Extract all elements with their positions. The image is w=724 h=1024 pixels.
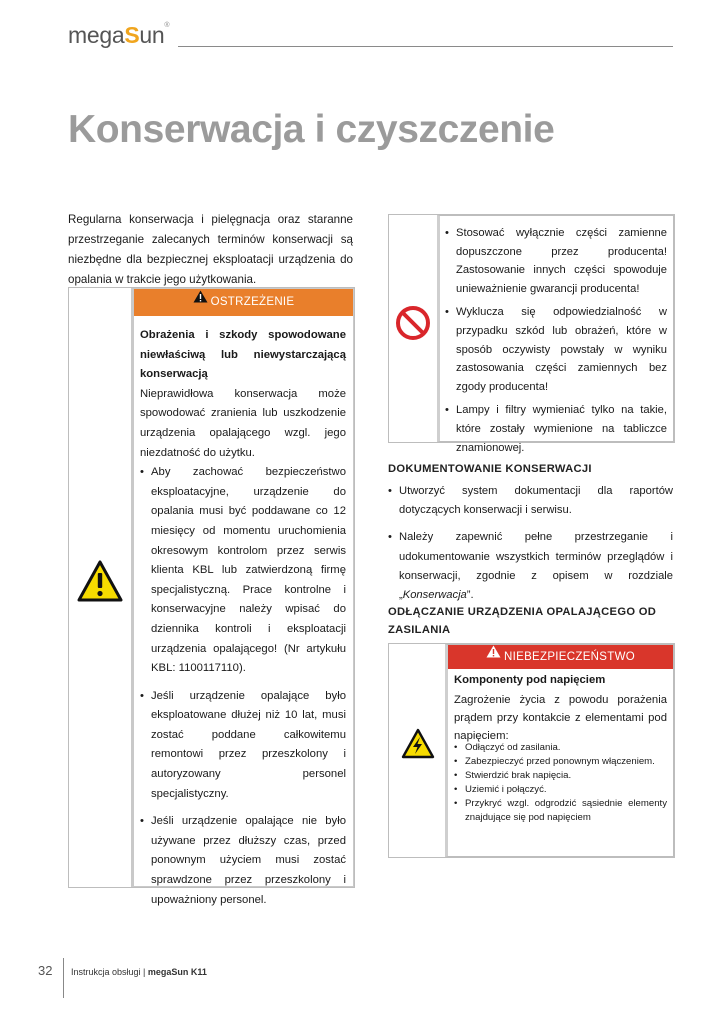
logo-text: mega — [68, 22, 125, 48]
footer-text — [71, 967, 207, 977]
intro-paragraph: Regularna konserwacja i pielęgnacja oraz staranne przestrzeganie zalecanych terminów konserwacji są niezbędne dla bezpiecznej eksploatacji urządzenia do opalania w trakcie jego użytkowania. — [68, 213, 353, 286]
brand-logo — [68, 22, 169, 49]
logo-accent: S — [124, 22, 140, 48]
danger-box — [388, 643, 675, 858]
list-item: • Zabezpieczyć przed ponownym włączeniem. — [454, 755, 667, 769]
list-item: • Uziemić i połączyć. — [454, 783, 667, 797]
list-item: • Stwierdzić brak napięcia. — [454, 769, 667, 783]
page-number: 32 — [38, 963, 53, 978]
footer-label: Instrukcja obsługi | — [71, 967, 148, 977]
warning-header-label: OSTRZEŻENIE — [210, 296, 295, 308]
list-item: • Lampy i filtry wymieniać tylko na takie, które zostały wymienione na tabliczce znamionowej. — [445, 401, 667, 457]
chapter-reference: Konserwacja — [402, 589, 467, 602]
prohibition-icon — [395, 305, 431, 346]
danger-content — [445, 644, 674, 857]
warning-small-icon — [193, 287, 208, 314]
danger-header-label: NIEBEZPIECZEŃSTWO — [504, 651, 635, 663]
list-item: • Stosować wyłącznie części zamienne dopuszczone przez producenta! Zastosowanie innych części spowoduje unieważnienie gwarancji producenta! — [445, 224, 667, 298]
section-heading-documentation: DOKUMENTOWANIE KONSERWACJI — [388, 463, 592, 475]
warning-triangle-icon — [77, 560, 123, 607]
list-item: • Utworzyć system dokumentacji dla raportów dotyczących konserwacji i serwisu. — [388, 482, 673, 520]
note-list — [445, 224, 667, 462]
logo-registered: ® — [164, 22, 170, 29]
header-divider — [178, 46, 673, 47]
danger-small-icon — [486, 643, 501, 667]
page-title: Konserwacja i czyszczenie — [68, 108, 555, 151]
warning-header — [134, 289, 353, 316]
warning-body — [140, 326, 346, 918]
list-item: • Jeśli urządzenie opalające nie było używane przez dłuższy czas, przed ponownym użyciem musi zostać sprawdzone przez przeszkolony i upoważniony personel. — [140, 812, 346, 910]
warning-list — [140, 463, 346, 910]
list-item: • Odłączyć od zasilania. — [454, 741, 667, 755]
list-item — [388, 528, 673, 605]
warning-text: Nieprawidłowa konserwacja może spowodować zranienia lub uszkodzenie urządzenia opalającego wzgl. jego niezdatność do użytku. — [140, 387, 346, 459]
footer-product: megaSun K11 — [147, 967, 207, 977]
danger-text: Zagrożenie życia z powodu porażenia prądem przy kontakcie z elementami pod napięciem: — [454, 694, 667, 742]
warning-content — [131, 288, 354, 906]
footer-divider — [63, 958, 64, 998]
list-item-text-end: ”. — [466, 589, 474, 602]
note-box — [388, 214, 675, 454]
danger-title: Komponenty pod napięciem — [454, 674, 606, 686]
note-content — [437, 215, 674, 454]
list-item: • Aby zachować bezpieczeństwo eksploatacyjne, urządzenie do opalania musi być poddawane co 12 miesięcy od momentu uruchomienia okresowym kontrolom przez serwis klienta KBL lub zatwierdzoną firmę specjalistyczną. Prace kontrolne i konserwacyjne należy wpisać do dziennika kontroli i eksploatacji urządzenia opalającego! (Nr artykułu KBL: 1100117110). — [140, 463, 346, 679]
list-item: • Wyklucza się odpowiedzialność w przypadku szkód lub obrażeń, które w sposób oczywisty powstały w wyniku zastosowania części zamiennych bez zgody producenta! — [445, 303, 667, 396]
warning-title: Obrażenia i szkody spowodowane niewłaściwą lub niewystarczającą konserwacją — [140, 329, 346, 381]
danger-header — [448, 645, 673, 669]
logo-text-end: un — [139, 22, 165, 48]
warning-box — [68, 287, 355, 906]
electric-hazard-icon — [401, 728, 435, 764]
list-item-text: Należy zapewnić pełne przestrzeganie i udokumentowanie wszystkich terminów przeglądów i konserwacji, zgodnie z opisem w rozdziale „ — [399, 531, 673, 602]
list-item: • Przykryć wzgl. odgrodzić sąsiednie elementy znajdujące się pod napięciem — [454, 797, 667, 825]
section-heading-disconnect: ODŁĄCZANIE URZĄDZENIA OPALAJĄCEGO OD ZASILANIA — [388, 606, 657, 636]
documentation-list — [388, 482, 673, 613]
danger-list — [454, 741, 667, 825]
list-item: • Jeśli urządzenie opalające było eksploatowane dłużej niż 10 lat, musi zostać poddane całkowitemu remontowi przez przeszkolony i autoryzowany personel specjalistyczny. — [140, 687, 346, 805]
